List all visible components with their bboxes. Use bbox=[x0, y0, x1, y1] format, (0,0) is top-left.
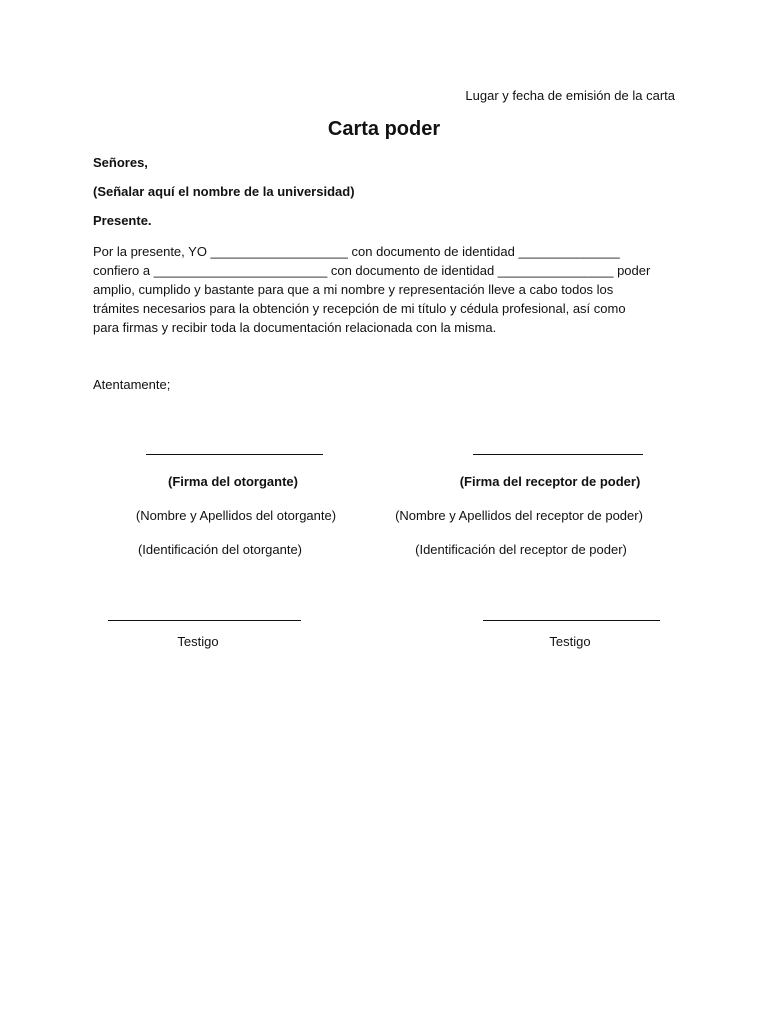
witness-left-line bbox=[108, 620, 301, 621]
body-line: para firmas y recibir toda la documentación relacionada con la misma. bbox=[93, 320, 497, 335]
letter-body bbox=[93, 242, 678, 337]
body-line: trámites necesarios para la obtención y recepción de mi título y cédula profesional, así como bbox=[93, 301, 626, 316]
place-date-line: Lugar y fecha de emisión de la carta bbox=[465, 88, 675, 103]
body-line: Por la presente, YO ___________________ con documento de identidad ______________ bbox=[93, 244, 620, 259]
witness-right-label: Testigo bbox=[549, 634, 591, 649]
witness-left-label: Testigo bbox=[177, 634, 219, 649]
grantor-signature-line bbox=[146, 454, 323, 455]
receiver-signature-label: (Firma del receptor de poder) bbox=[459, 474, 641, 489]
letter-title: Carta poder bbox=[327, 118, 441, 140]
body-line: confiero a ________________________ con documento de identidad ________________ poder bbox=[93, 263, 651, 278]
closing: Atentamente; bbox=[93, 377, 171, 392]
receiver-id-label: (Identificación del receptor de poder) bbox=[415, 542, 627, 557]
witness-right-line bbox=[483, 620, 660, 621]
body-line: amplio, cumplido y bastante para que a mi nombre y representación lleve a cabo todos los bbox=[93, 282, 614, 297]
receiver-signature-line bbox=[473, 454, 643, 455]
receiver-name-label: (Nombre y Apellidos del receptor de poder) bbox=[395, 508, 643, 523]
university-placeholder: (Señalar aquí el nombre de la universidad) bbox=[93, 184, 355, 199]
grantor-id-label: (Identificación del otorgante) bbox=[137, 542, 303, 557]
grantor-signature-label: (Firma del otorgante) bbox=[167, 474, 298, 489]
grantor-name-label: (Nombre y Apellidos del otorgante) bbox=[135, 508, 337, 523]
presente-line: Presente. bbox=[93, 213, 152, 228]
salutation: Señores, bbox=[93, 155, 148, 170]
